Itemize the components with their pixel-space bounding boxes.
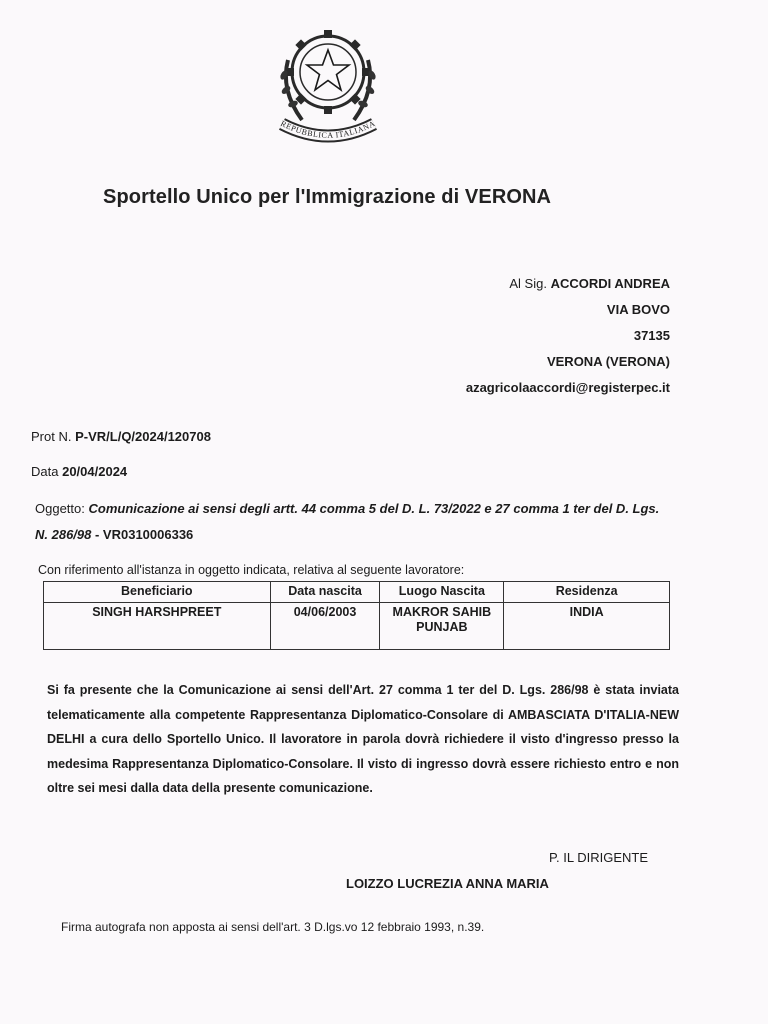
cell-data-nascita: 04/06/2003 bbox=[270, 603, 380, 650]
header-beneficiario: Beneficiario bbox=[44, 582, 271, 603]
table-header-row bbox=[44, 582, 670, 603]
subject-code: - VR0310006336 bbox=[91, 527, 194, 542]
subject: Oggetto: Comunicazione ai sensi degli artt. 44 comma 5 del D. L. 73/2022 e 27 comma 1 ter del D. Lgs. N. 286/98 - VR0310006336 bbox=[35, 501, 660, 542]
signature-role: P. IL DIRIGENTE bbox=[549, 850, 648, 865]
beneficiary-table bbox=[43, 581, 670, 650]
cell-residenza: INDIA bbox=[504, 603, 670, 650]
recipient-zip: 37135 bbox=[633, 328, 670, 343]
body-paragraph: Si fa presente che la Comunicazione ai sensi dell'Art. 27 comma 1 ter del D. Lgs. 286/98 è stata inviata telematicamente alla competente Rappresentanza Diplomatico-Consolare di AMBASCIATA D'ITALIA-NEW DELHI a cura dello Sportello Unico. Il lavoratore in parola dovrà richiedere il visto d'ingresso presso la medesima Rappresentanza Diplomatico-Consolare. Il visto di ingresso dovrà essere richiesto entro e non oltre sei mesi dalla data della presente comunicazione. bbox=[47, 683, 679, 795]
italian-republic-emblem-icon bbox=[266, 20, 390, 152]
recipient-address bbox=[466, 271, 670, 401]
cell-luogo-nascita: MAKROR SAHIB PUNJAB bbox=[380, 603, 504, 650]
office-title: Sportello Unico per l'Immigrazione di VERONA bbox=[103, 186, 552, 208]
subject-text: Comunicazione ai sensi degli artt. 44 comma 5 del D. L. 73/2022 e 27 comma 1 ter del D. Lgs. N. 286/98 bbox=[35, 501, 660, 542]
recipient-name-line: Al Sig. ACCORDI ANDREA bbox=[509, 276, 670, 291]
header-residenza: Residenza bbox=[504, 582, 670, 603]
recipient-city: VERONA (VERONA) bbox=[546, 354, 670, 369]
reference-text: Con riferimento all'istanza in oggetto indicata, relativa al seguente lavoratore: bbox=[38, 563, 465, 577]
document-date: Data 20/04/2024 bbox=[31, 464, 128, 479]
header-luogo-nascita: Luogo Nascita bbox=[380, 582, 504, 603]
footer-note: Firma autografa non apposta ai sensi dell'art. 3 D.lgs.vo 12 febbraio 1993, n.39. bbox=[61, 920, 485, 934]
cell-beneficiario: SINGH HARSHPREET bbox=[44, 603, 271, 650]
svg-text:REPUBBLICA ITALIANA: REPUBBLICA ITALIANA bbox=[279, 118, 377, 140]
protocol-number: Prot N. P-VR/L/Q/2024/120708 bbox=[31, 429, 211, 444]
recipient-street: VIA BOVO bbox=[606, 302, 670, 317]
signer-name: LOIZZO LUCREZIA ANNA MARIA bbox=[346, 876, 549, 891]
header-data-nascita: Data nascita bbox=[270, 582, 380, 603]
table-row bbox=[44, 603, 670, 650]
recipient-email: azagricolaaccordi@registerpec.it bbox=[465, 380, 670, 395]
